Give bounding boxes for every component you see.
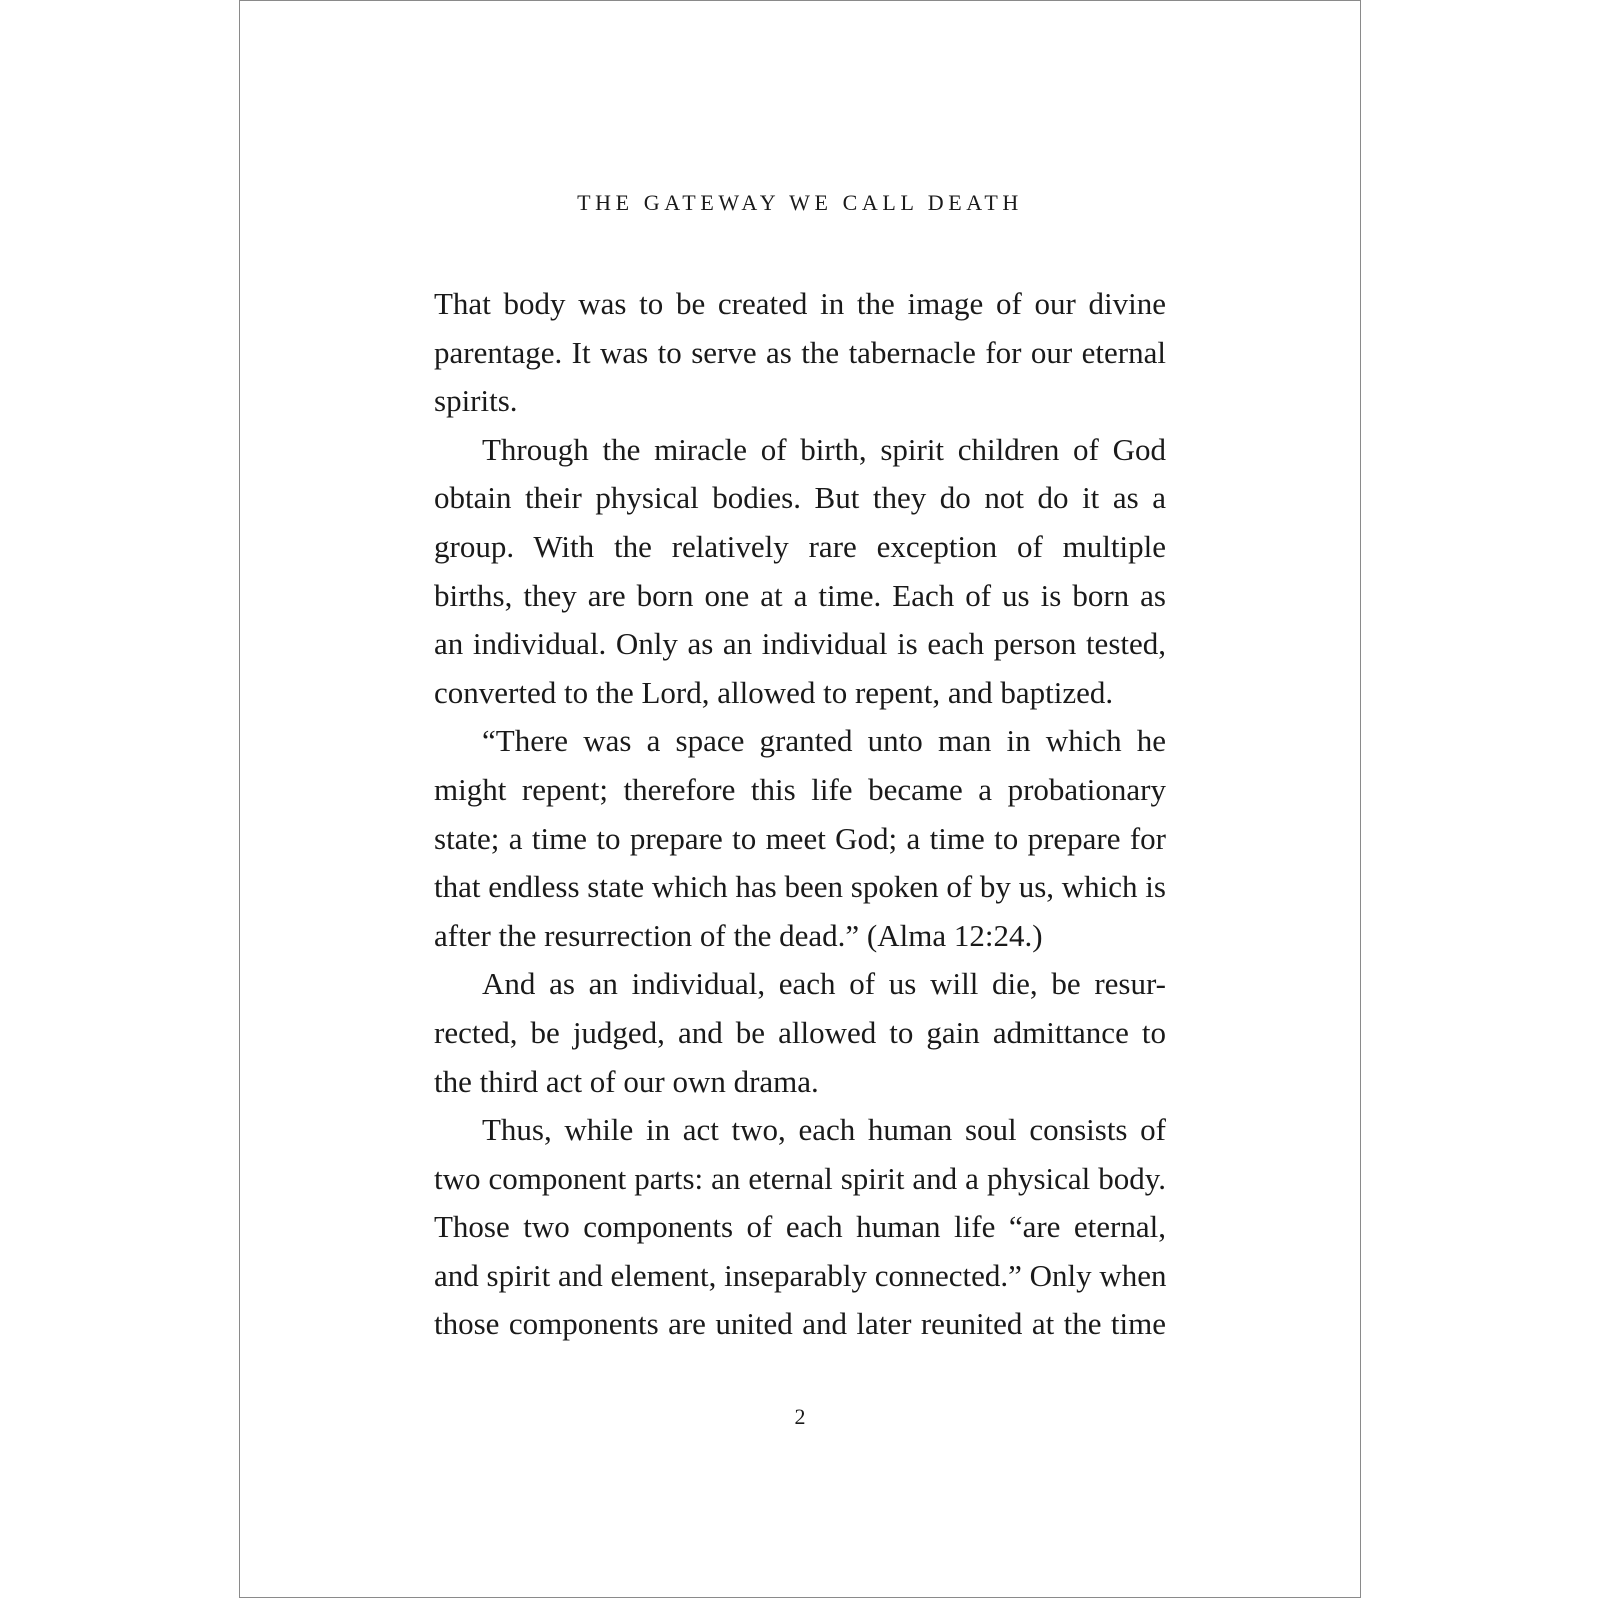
text-line: That body was to be created in the image of our divine [434,286,1166,321]
text-line: rected, be judged, and be allowed to gain admittance to [434,1014,1166,1050]
text-line: Through the miracle of birth, spirit children of God [482,431,1166,467]
text-line: those components are united and later reunited at the time [434,1306,1166,1342]
text-line: and spirit and element, inseparably connected.” Only when [434,1257,1167,1293]
text-line: births, they are born one at a time. Each of us is born as [434,577,1166,613]
paragraph [434,426,1166,718]
paragraph [434,1106,1166,1349]
text-line: two component parts: an eternal spirit and a physical body. [434,1160,1166,1196]
paragraph [434,960,1166,1106]
text-line: state; a time to prepare to meet God; a time to prepare for [434,820,1166,856]
body-text [434,280,1166,1349]
book-page [239,0,1361,1598]
text-line: Those two components of each human life “are eternal, [434,1209,1166,1245]
paragraph [434,717,1166,960]
text-line: converted to the Lord, allowed to repent, and baptized. [434,674,1114,710]
text-line: after the resurrection of the dead.” (Alma 12:24.) [434,917,1043,953]
text-line: might repent; therefore this life became a probationary [434,771,1166,807]
text-line: Thus, while in act two, each human soul consists of [482,1112,1166,1148]
text-line: obtain their physical bodies. But they do not do it as a [434,480,1166,516]
page-number: 2 [794,1404,806,1429]
text-line: parentage. It was to serve as the tabernacle for our eternal [434,334,1166,370]
text-line: spirits. [434,383,518,419]
text-line: that endless state which has been spoken of by us, which is [434,869,1166,905]
text-line: And as an individual, each of us will die, be resur- [482,966,1166,1002]
text-line: “There was a space granted unto man in which he [482,723,1166,759]
text-line: an individual. Only as an individual is each person tested, [434,626,1166,662]
text-line: group. With the relatively rare exception of multiple [434,528,1166,564]
running-head: THE GATEWAY WE CALL DEATH [577,190,1023,215]
text-line: the third act of our own drama. [434,1063,819,1099]
paragraph [434,280,1166,426]
